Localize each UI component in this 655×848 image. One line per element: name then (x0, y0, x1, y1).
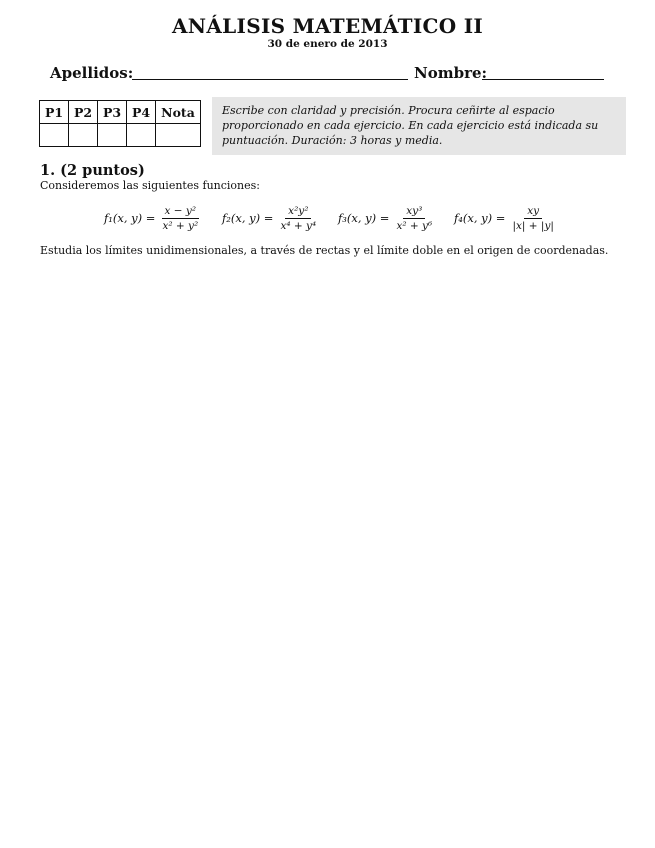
function-f2-denominator: x⁴ + y⁴ (280, 219, 317, 232)
exam-date: 30 de enero de 2013 (267, 38, 388, 50)
question-1-heading: 1. (2 puntos) (40, 162, 145, 179)
function-f4-fraction (509, 205, 556, 232)
surname-label: Apellidos: (50, 64, 134, 82)
function-f2-lhs: f₂(x, y) = (222, 211, 274, 225)
function-f1-fraction (159, 205, 201, 232)
function-f4 (454, 200, 557, 236)
function-f3-fraction (393, 205, 435, 232)
grades-header-p1: P1 (40, 101, 69, 124)
function-f3-lhs: f₃(x, y) = (338, 211, 390, 225)
function-f4-numerator: xy (524, 205, 542, 219)
grades-header-nota: Nota (156, 101, 201, 124)
grade-cell-p1[interactable] (40, 124, 69, 147)
instructions-box: Escribe con claridad y precisión. Procura ceñirte al espacio proporcionado en cada ejercicio. En cada ejercicio está indicada su puntuación. Duración: 3 horas y media. (212, 97, 626, 155)
function-f2 (222, 200, 319, 236)
name-field[interactable] (482, 79, 604, 80)
function-f3 (338, 200, 435, 236)
function-list (0, 200, 655, 240)
function-f3-denominator: x² + y⁶ (396, 219, 433, 232)
function-f1-lhs: f₁(x, y) = (104, 211, 156, 225)
function-f2-numerator: x²y² (285, 205, 311, 219)
function-f1-denominator: x² + y² (162, 219, 199, 232)
name-label: Nombre: (414, 64, 488, 82)
grades-header-p3: P3 (98, 101, 127, 124)
function-f3-numerator: xy³ (403, 205, 425, 219)
grade-cell-p2[interactable] (69, 124, 98, 147)
grade-cell-p3[interactable] (98, 124, 127, 147)
grade-cell-p4[interactable] (127, 124, 156, 147)
grades-header-p2: P2 (69, 101, 98, 124)
question-1-task: Estudia los límites unidimensionales, a través de rectas y el límite doble en el origen de coordenadas. (40, 244, 609, 257)
function-f4-denominator: |x| + |y| (512, 219, 554, 232)
grade-cell-nota[interactable] (156, 124, 201, 147)
function-f4-lhs: f₄(x, y) = (454, 211, 506, 225)
student-fields (50, 64, 610, 86)
grades-header-p4: P4 (127, 101, 156, 124)
grades-table (39, 100, 201, 147)
surname-field[interactable] (132, 79, 408, 80)
function-f1 (104, 200, 201, 236)
question-1-intro: Consideremos las siguientes funciones: (40, 179, 260, 192)
exam-title: ANÁLISIS MATEMÁTICO II (171, 14, 484, 38)
function-f2-fraction (277, 205, 319, 232)
function-f1-numerator: x − y² (162, 205, 200, 219)
